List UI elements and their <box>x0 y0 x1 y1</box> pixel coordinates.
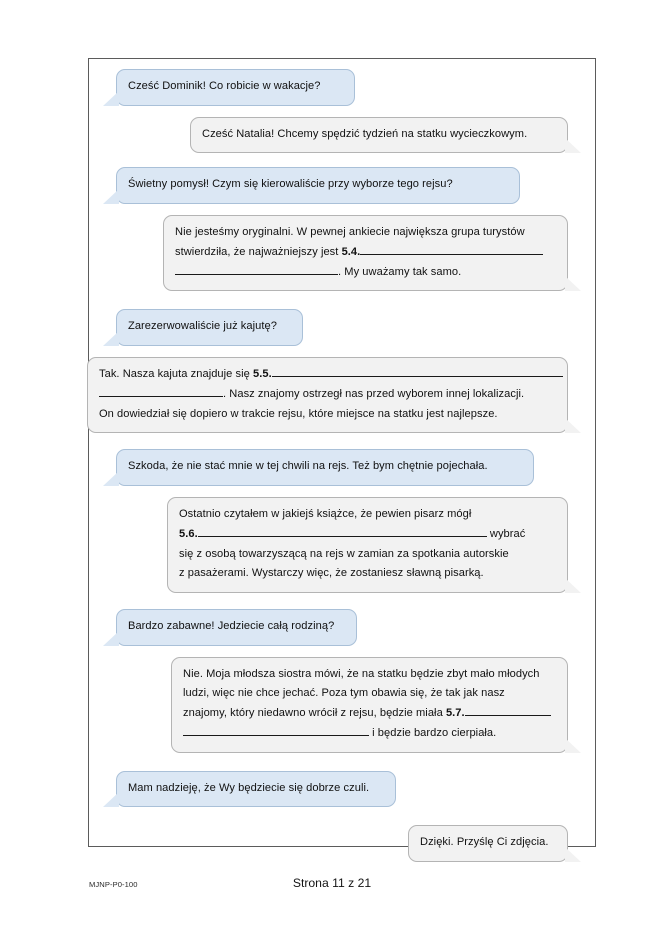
chat-text: z pasażerami. Wystarczy więc, że zostaniesz sławną pisarką. <box>179 567 484 580</box>
chat-row <box>102 117 582 154</box>
chat-text: On dowiedział się dopiero w trakcie rejsu, które miejsce na statku jest najlepsze. <box>99 407 498 420</box>
chat-text: ludzi, więc nie chce jechać. Poza tym obawia się, że tak jak nasz <box>183 687 505 700</box>
chat-bubble-outgoing <box>163 215 568 291</box>
chat-text: Cześć Natalia! Chcemy spędzić tydzień na statku wycieczkowym. <box>202 127 528 140</box>
chat-text: się z osobą towarzyszącą na rejs w zamian za spotkania autorskie <box>179 547 509 560</box>
chat-line <box>175 243 556 263</box>
chat-line <box>128 175 508 195</box>
chat-text: wybrać <box>486 527 526 540</box>
answer-blank[interactable] <box>198 525 487 537</box>
chat-line <box>128 617 345 637</box>
chat-row <box>102 497 582 593</box>
chat-line <box>183 724 556 744</box>
chat-bubble-outgoing <box>190 117 568 154</box>
chat-line <box>183 665 556 685</box>
page-footer <box>0 876 664 900</box>
chat-bubble-incoming <box>116 449 534 486</box>
gap-number: 5.7. <box>445 707 465 720</box>
chat-text: Zarezerwowaliście już kajutę? <box>128 320 277 333</box>
chat-line <box>175 223 556 243</box>
chat-row <box>102 309 582 346</box>
chat-bubble-outgoing <box>171 657 568 753</box>
chat-text: Cześć Dominik! Co robicie w wakacje? <box>128 80 321 92</box>
conversation-frame <box>88 58 596 847</box>
chat-bubble-incoming <box>116 309 303 346</box>
chat-line <box>128 77 343 97</box>
chat-text: Bardzo zabawne! Jedziecie całą rodziną? <box>128 620 335 633</box>
chat-text: Szkoda, że nie stać mnie w tej chwili na rejs. Też bym chętnie pojechała. <box>128 460 488 473</box>
chat-line <box>179 525 556 545</box>
chat-line <box>128 317 291 337</box>
chat-text: Świetny pomysł! Czym się kierowaliście przy wyborze tego rejsu? <box>128 178 453 191</box>
chat-line <box>179 505 556 525</box>
page-number: Strona 11 z 21 <box>292 876 372 890</box>
chat-bubble-incoming <box>116 69 355 106</box>
chat-text: Nie. Moja młodsza siostra mówi, że na statku będzie zbyt mało młodych <box>183 667 540 680</box>
answer-blank[interactable] <box>175 263 338 275</box>
chat-row <box>102 69 582 106</box>
chat-bubble-outgoing <box>87 357 568 433</box>
chat-row <box>102 825 582 862</box>
answer-blank[interactable] <box>272 366 563 378</box>
chat-text: Tak. Nasza kajuta znajduje się <box>99 368 254 381</box>
chat-line <box>128 457 522 477</box>
exam-code: MJNP-P0-100 <box>89 880 138 889</box>
chat-line <box>202 125 556 145</box>
chat-line <box>183 684 556 704</box>
chat-text: Dzięki. Przyślę Ci zdjęcia. <box>420 836 549 849</box>
gap-number: 5.5. <box>253 368 272 381</box>
answer-blank[interactable] <box>360 243 543 255</box>
chat-row <box>102 215 582 291</box>
answer-blank[interactable] <box>183 724 369 736</box>
chat-line <box>99 385 556 405</box>
gap-number: 5.4. <box>341 245 361 258</box>
chat-row <box>99 357 582 433</box>
chat-line <box>183 704 556 724</box>
gap-number: 5.6. <box>179 527 198 540</box>
chat-line <box>175 263 556 283</box>
chat-line <box>179 564 556 584</box>
chat-text: Nie jesteśmy oryginalni. W pewnej ankiecie największa grupa turystów <box>175 226 525 239</box>
answer-blank[interactable] <box>99 385 223 397</box>
chat-text: i będzie bardzo cierpiała. <box>369 726 497 739</box>
chat-line <box>179 545 556 565</box>
chat-bubble-outgoing <box>167 497 568 593</box>
chat-row <box>102 771 582 808</box>
chat-bubble-incoming <box>116 167 520 204</box>
chat-bubble-outgoing <box>408 825 568 862</box>
chat-row <box>102 167 582 204</box>
chat-text: znajomy, który niedawno wrócił z rejsu, będzie miała <box>183 707 446 720</box>
answer-blank[interactable] <box>465 705 551 717</box>
chat-text: Mam nadzieję, że Wy będziecie się dobrze czuli. <box>128 781 370 794</box>
chat-row <box>102 449 582 486</box>
chat-text: . Nasz znajomy ostrzegł nas przed wyborem innej lokalizacji. <box>223 387 525 400</box>
chat-bubble-incoming <box>116 609 357 646</box>
chat-line <box>99 365 556 385</box>
chat-row <box>102 609 582 646</box>
chat-bubble-incoming <box>116 771 396 808</box>
chat-row <box>102 657 582 753</box>
chat-text: Ostatnio czytałem w jakiejś książce, że pewien pisarz mógł <box>179 508 472 521</box>
chat-line <box>420 833 556 853</box>
chat-line <box>128 779 384 799</box>
chat-thread <box>89 59 595 883</box>
chat-line <box>99 405 556 425</box>
chat-text: . My uważamy tak samo. <box>338 265 462 278</box>
chat-text: stwierdziła, że najważniejszy jest <box>175 245 342 258</box>
